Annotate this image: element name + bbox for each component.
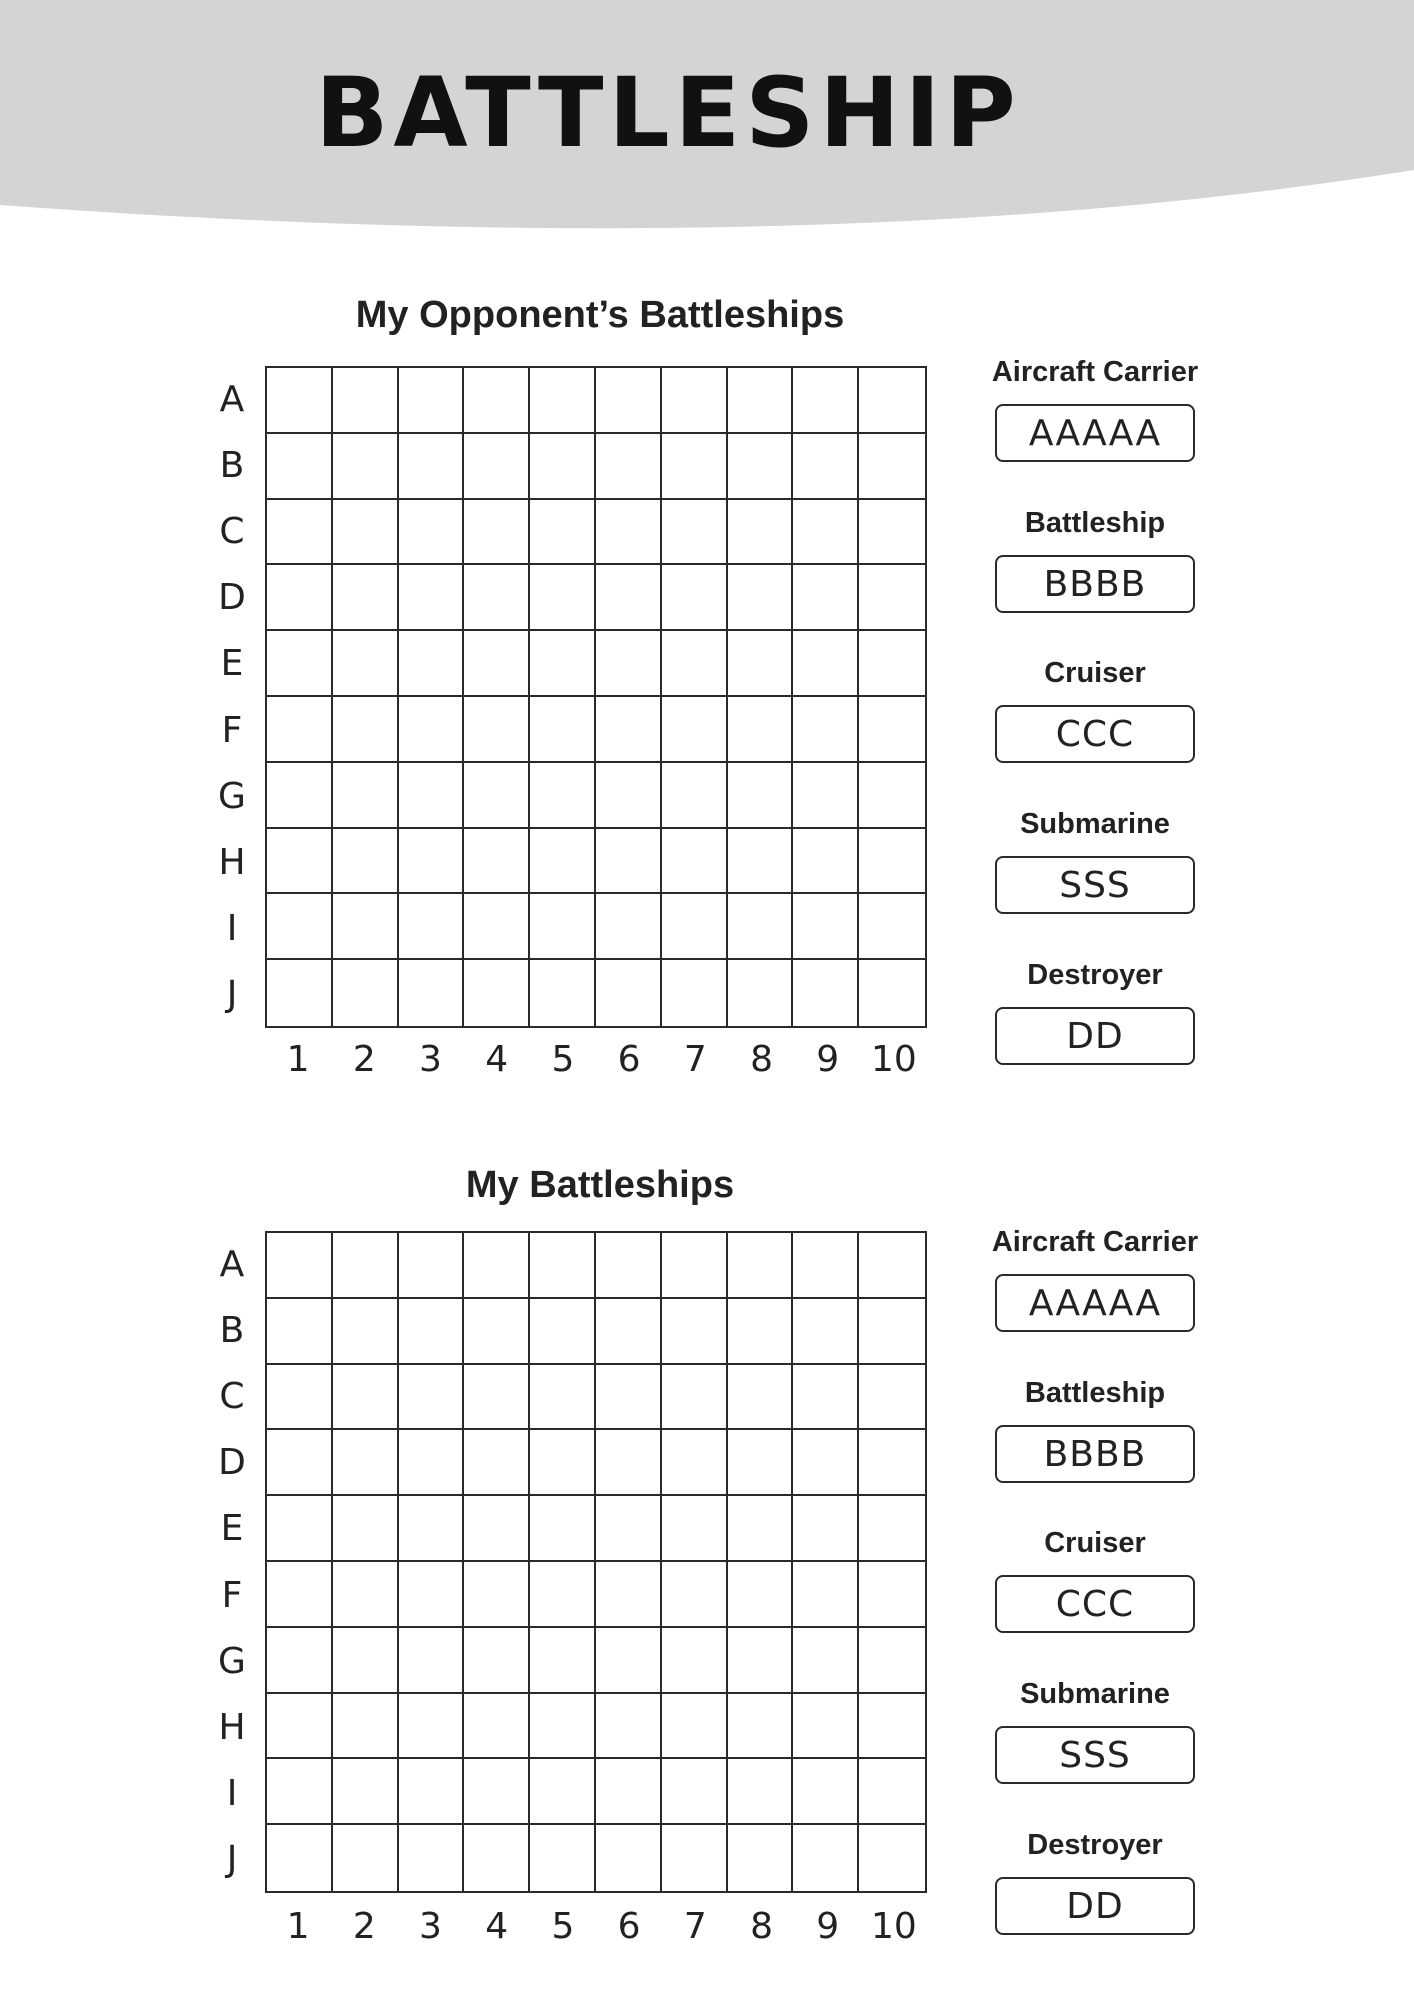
grid-cell[interactable] (464, 697, 530, 763)
grid-cell[interactable] (464, 1365, 530, 1431)
grid-cell[interactable] (399, 565, 465, 631)
grid-cell[interactable] (267, 1299, 333, 1365)
grid-cell[interactable] (859, 1430, 925, 1496)
grid-cell[interactable] (596, 960, 662, 1026)
grid-cell[interactable] (333, 1365, 399, 1431)
grid-cell[interactable] (399, 1233, 465, 1299)
grid-cell[interactable] (530, 1430, 596, 1496)
grid-cell[interactable] (859, 894, 925, 960)
page-title: BATTLESHIP (315, 57, 1021, 169)
grid-cell[interactable] (596, 894, 662, 960)
grid-cell[interactable] (333, 697, 399, 763)
grid-cell[interactable] (333, 1825, 399, 1891)
grid-cell[interactable] (464, 1233, 530, 1299)
grid-cell[interactable] (859, 500, 925, 566)
grid-cell[interactable] (399, 1365, 465, 1431)
fleet-ship (960, 1525, 1230, 1633)
grid-cell[interactable] (859, 1628, 925, 1694)
grid-cell[interactable] (728, 1365, 794, 1431)
col-label: 2 (352, 1905, 376, 1947)
row-label: D (218, 1442, 246, 1484)
grid-cell[interactable] (464, 500, 530, 566)
grid-cell[interactable] (859, 763, 925, 829)
grid-cell[interactable] (728, 631, 794, 697)
col-label: 5 (551, 1038, 575, 1080)
grid-cell[interactable] (530, 1233, 596, 1299)
grid-cell[interactable] (464, 1628, 530, 1694)
col-label: 8 (750, 1905, 773, 1947)
grid-cell[interactable] (530, 1496, 596, 1562)
row-label: J (226, 1839, 238, 1881)
grid-cell[interactable] (530, 1825, 596, 1891)
fleet-ship (960, 1827, 1230, 1935)
grid-cell[interactable] (399, 1694, 465, 1760)
grid-cell[interactable] (267, 1562, 333, 1628)
ship-marker-box: BBBB (995, 555, 1195, 613)
grid-cell[interactable] (333, 1694, 399, 1760)
ship-marker-box: BBBB (995, 1425, 1195, 1483)
row-label: J (226, 974, 238, 1016)
grid-cell[interactable] (859, 829, 925, 895)
col-label: 1 (286, 1905, 310, 1947)
grid-cell[interactable] (267, 763, 333, 829)
grid-cell[interactable] (793, 1562, 859, 1628)
grid-cell[interactable] (399, 1628, 465, 1694)
grid-cell[interactable] (793, 1299, 859, 1365)
ship-marker-box: SSS (995, 1726, 1195, 1784)
grid-cell[interactable] (728, 500, 794, 566)
opponent-row-labels (205, 366, 265, 1028)
fleet-ship (960, 1676, 1230, 1784)
row-label: C (219, 511, 245, 552)
grid-cell[interactable] (333, 631, 399, 697)
grid-cell[interactable] (793, 1430, 859, 1496)
grid-cell[interactable] (596, 1825, 662, 1891)
row-label: H (218, 842, 246, 884)
grid-cell[interactable] (399, 434, 465, 500)
ship-name: Battleship (1024, 1377, 1166, 1409)
opponent-grid (265, 366, 927, 1028)
grid-cell[interactable] (793, 368, 859, 434)
grid-cell[interactable] (596, 1233, 662, 1299)
grid-cell[interactable] (530, 500, 596, 566)
grid-cell[interactable] (596, 500, 662, 566)
ship-marker-box: DD (995, 1877, 1195, 1935)
col-label: 9 (816, 1905, 840, 1947)
grid-cell[interactable] (728, 829, 794, 895)
grid-cell[interactable] (662, 697, 728, 763)
ship-name: Destroyer (1027, 959, 1163, 991)
my-board-title: My Battleships (465, 1164, 735, 1206)
grid-cell[interactable] (464, 1430, 530, 1496)
grid-cell[interactable] (662, 631, 728, 697)
grid-cell[interactable] (728, 1562, 794, 1628)
grid-cell[interactable] (859, 697, 925, 763)
grid-cell[interactable] (662, 368, 728, 434)
grid-cell[interactable] (859, 1694, 925, 1760)
grid-cell[interactable] (399, 763, 465, 829)
grid-cell[interactable] (793, 1233, 859, 1299)
col-label: 5 (551, 1905, 575, 1947)
grid-cell[interactable] (859, 1299, 925, 1365)
row-label: I (226, 908, 238, 950)
grid-cell[interactable] (728, 1496, 794, 1562)
row-label: C (219, 1376, 245, 1417)
grid-cell[interactable] (333, 960, 399, 1026)
fleet-ship (960, 505, 1230, 613)
grid-cell[interactable] (530, 894, 596, 960)
ship-marker-box: SSS (995, 856, 1195, 914)
grid-cell[interactable] (530, 1694, 596, 1760)
grid-cell[interactable] (333, 1299, 399, 1365)
col-label: 7 (683, 1905, 707, 1947)
fleet-ship (960, 1375, 1230, 1483)
grid-cell[interactable] (464, 1759, 530, 1825)
grid-cell[interactable] (662, 894, 728, 960)
grid-cell[interactable] (267, 829, 333, 895)
ship-marker-box: AAAAA (995, 404, 1195, 462)
grid-cell[interactable] (267, 1628, 333, 1694)
ship-name: Battleship (1024, 507, 1166, 539)
grid-cell[interactable] (399, 894, 465, 960)
row-label: E (220, 643, 244, 685)
grid-cell[interactable] (596, 763, 662, 829)
grid-cell[interactable] (333, 1759, 399, 1825)
grid-cell[interactable] (464, 368, 530, 434)
grid-cell[interactable] (793, 829, 859, 895)
grid-cell[interactable] (333, 368, 399, 434)
grid-cell[interactable] (333, 1496, 399, 1562)
row-label: B (219, 444, 245, 486)
grid-cell[interactable] (859, 631, 925, 697)
grid-cell[interactable] (793, 1759, 859, 1825)
grid-cell[interactable] (596, 434, 662, 500)
row-label: F (221, 709, 243, 751)
grid-cell[interactable] (399, 829, 465, 895)
grid-cell[interactable] (793, 631, 859, 697)
grid-cell[interactable] (530, 1365, 596, 1431)
grid-cell[interactable] (333, 894, 399, 960)
grid-cell[interactable] (399, 1299, 465, 1365)
grid-cell[interactable] (464, 960, 530, 1026)
grid-cell[interactable] (399, 368, 465, 434)
grid-cell[interactable] (530, 434, 596, 500)
grid-cell[interactable] (530, 1562, 596, 1628)
grid-cell[interactable] (662, 1496, 728, 1562)
grid-cell[interactable] (267, 500, 333, 566)
grid-cell[interactable] (267, 894, 333, 960)
grid-cell[interactable] (662, 960, 728, 1026)
grid-cell[interactable] (793, 1694, 859, 1760)
grid-cell[interactable] (399, 1825, 465, 1891)
col-label: 6 (617, 1038, 641, 1080)
grid-cell[interactable] (859, 368, 925, 434)
grid-cell[interactable] (793, 894, 859, 960)
grid-cell[interactable] (267, 1825, 333, 1891)
grid-cell[interactable] (596, 1628, 662, 1694)
opponent-board-title: My Opponent’s Battleships (355, 294, 845, 336)
grid-cell[interactable] (530, 697, 596, 763)
grid-cell[interactable] (793, 1496, 859, 1562)
grid-cell[interactable] (399, 1562, 465, 1628)
grid-cell[interactable] (859, 434, 925, 500)
grid-cell[interactable] (399, 1759, 465, 1825)
grid-cell[interactable] (662, 1430, 728, 1496)
col-label: 6 (617, 1905, 641, 1947)
grid-cell[interactable] (464, 1694, 530, 1760)
grid-cell[interactable] (399, 500, 465, 566)
opponent-col-labels (265, 1034, 927, 1084)
grid-cell[interactable] (530, 565, 596, 631)
grid-cell[interactable] (333, 565, 399, 631)
grid-cell[interactable] (333, 1233, 399, 1299)
row-label: A (219, 1243, 245, 1285)
my-grid (265, 1231, 927, 1893)
col-label: 3 (419, 1038, 442, 1080)
grid-cell[interactable] (399, 697, 465, 763)
ship-name: Cruiser (1044, 657, 1146, 689)
grid-cell[interactable] (333, 829, 399, 895)
row-label: B (219, 1309, 245, 1351)
grid-cell[interactable] (333, 1628, 399, 1694)
grid-cell[interactable] (267, 1430, 333, 1496)
grid-cell[interactable] (859, 1365, 925, 1431)
grid-cell[interactable] (662, 1562, 728, 1628)
grid-cell[interactable] (596, 1430, 662, 1496)
grid-cell[interactable] (267, 697, 333, 763)
grid-cell[interactable] (399, 1496, 465, 1562)
col-label: 1 (286, 1038, 310, 1080)
grid-cell[interactable] (728, 1430, 794, 1496)
grid-cell[interactable] (267, 960, 333, 1026)
grid-cell[interactable] (662, 1628, 728, 1694)
grid-cell[interactable] (464, 894, 530, 960)
col-label: 3 (419, 1905, 442, 1947)
ship-name: Destroyer (1027, 1829, 1163, 1861)
grid-cell[interactable] (728, 1825, 794, 1891)
grid-cell[interactable] (793, 500, 859, 566)
grid-cell[interactable] (333, 434, 399, 500)
grid-cell[interactable] (333, 1430, 399, 1496)
grid-cell[interactable] (596, 1759, 662, 1825)
grid-cell[interactable] (728, 368, 794, 434)
row-label: G (218, 1640, 246, 1682)
grid-cell[interactable] (793, 763, 859, 829)
grid-cell[interactable] (399, 960, 465, 1026)
fleet-ship (960, 655, 1230, 763)
grid-cell[interactable] (530, 368, 596, 434)
grid-cell[interactable] (530, 960, 596, 1026)
grid-cell[interactable] (399, 1430, 465, 1496)
ship-name: Submarine (1020, 808, 1170, 840)
grid-cell[interactable] (596, 1299, 662, 1365)
fleet-ship (960, 806, 1230, 914)
grid-cell[interactable] (662, 1299, 728, 1365)
grid-cell[interactable] (267, 1365, 333, 1431)
ship-marker-box: AAAAA (995, 1274, 1195, 1332)
grid-cell[interactable] (793, 565, 859, 631)
grid-cell[interactable] (530, 829, 596, 895)
grid-cell[interactable] (530, 1299, 596, 1365)
grid-cell[interactable] (662, 500, 728, 566)
grid-cell[interactable] (464, 829, 530, 895)
grid-cell[interactable] (464, 434, 530, 500)
col-label: 4 (485, 1038, 509, 1080)
grid-cell[interactable] (728, 763, 794, 829)
grid-cell[interactable] (662, 434, 728, 500)
grid-cell[interactable] (464, 1496, 530, 1562)
row-label: F (221, 1574, 243, 1616)
col-label: 2 (352, 1038, 376, 1080)
grid-cell[interactable] (728, 565, 794, 631)
grid-cell[interactable] (662, 1759, 728, 1825)
grid-cell[interactable] (267, 434, 333, 500)
grid-cell[interactable] (464, 1562, 530, 1628)
grid-cell[interactable] (793, 1825, 859, 1891)
grid-cell[interactable] (530, 1759, 596, 1825)
row-label: I (226, 1773, 238, 1815)
grid-cell[interactable] (333, 763, 399, 829)
col-label: 10 (871, 1905, 917, 1947)
grid-cell[interactable] (596, 368, 662, 434)
grid-cell[interactable] (267, 1233, 333, 1299)
ship-marker-box: CCC (995, 1575, 1195, 1633)
grid-cell[interactable] (596, 1365, 662, 1431)
my-row-labels (205, 1231, 265, 1893)
grid-cell[interactable] (464, 1299, 530, 1365)
grid-cell[interactable] (728, 1299, 794, 1365)
grid-cell[interactable] (464, 763, 530, 829)
grid-cell[interactable] (859, 565, 925, 631)
grid-cell[interactable] (859, 1233, 925, 1299)
fleet-ship (960, 957, 1230, 1065)
grid-cell[interactable] (596, 829, 662, 895)
fleet-ship (960, 354, 1230, 462)
grid-cell[interactable] (728, 1233, 794, 1299)
grid-cell[interactable] (728, 894, 794, 960)
col-label: 8 (750, 1038, 773, 1080)
grid-cell[interactable] (728, 1759, 794, 1825)
ship-marker-box: CCC (995, 705, 1195, 763)
grid-cell[interactable] (530, 631, 596, 697)
grid-cell[interactable] (267, 631, 333, 697)
grid-cell[interactable] (596, 631, 662, 697)
grid-cell[interactable] (464, 1825, 530, 1891)
grid-cell[interactable] (267, 565, 333, 631)
grid-cell[interactable] (728, 1694, 794, 1760)
grid-cell[interactable] (333, 500, 399, 566)
grid-cell[interactable] (728, 960, 794, 1026)
grid-cell[interactable] (728, 434, 794, 500)
grid-cell[interactable] (793, 697, 859, 763)
grid-cell[interactable] (267, 368, 333, 434)
grid-cell[interactable] (333, 1562, 399, 1628)
grid-cell[interactable] (662, 565, 728, 631)
grid-cell[interactable] (530, 763, 596, 829)
grid-cell[interactable] (859, 1825, 925, 1891)
grid-cell[interactable] (267, 1694, 333, 1760)
grid-cell[interactable] (728, 697, 794, 763)
grid-cell[interactable] (859, 1496, 925, 1562)
grid-cell[interactable] (399, 631, 465, 697)
my-col-labels (265, 1901, 927, 1951)
row-label: A (219, 378, 245, 420)
ship-name: Aircraft Carrier (991, 1226, 1199, 1258)
grid-cell[interactable] (596, 565, 662, 631)
ship-name: Aircraft Carrier (991, 356, 1199, 388)
grid-cell[interactable] (662, 763, 728, 829)
grid-cell[interactable] (662, 1365, 728, 1431)
row-label: E (220, 1508, 244, 1550)
grid-cell[interactable] (596, 1562, 662, 1628)
grid-cell[interactable] (596, 697, 662, 763)
col-label: 4 (485, 1905, 509, 1947)
grid-cell[interactable] (530, 1628, 596, 1694)
grid-cell[interactable] (728, 1628, 794, 1694)
grid-cell[interactable] (793, 1628, 859, 1694)
grid-cell[interactable] (662, 1233, 728, 1299)
col-label: 9 (816, 1038, 840, 1080)
ship-name: Submarine (1020, 1678, 1170, 1710)
grid-cell[interactable] (464, 631, 530, 697)
grid-cell[interactable] (859, 1759, 925, 1825)
grid-cell[interactable] (793, 1365, 859, 1431)
grid-cell[interactable] (596, 1694, 662, 1760)
grid-cell[interactable] (859, 960, 925, 1026)
row-label: G (218, 775, 246, 817)
grid-cell[interactable] (267, 1496, 333, 1562)
grid-cell[interactable] (793, 434, 859, 500)
grid-cell[interactable] (859, 1562, 925, 1628)
row-label: D (218, 577, 246, 619)
grid-cell[interactable] (793, 960, 859, 1026)
fleet-ship (960, 1224, 1230, 1332)
col-label: 7 (683, 1038, 707, 1080)
col-label: 10 (871, 1038, 917, 1080)
ship-name: Cruiser (1044, 1527, 1146, 1559)
ship-marker-box: DD (995, 1007, 1195, 1065)
grid-cell[interactable] (464, 565, 530, 631)
grid-cell[interactable] (662, 1825, 728, 1891)
grid-cell[interactable] (662, 1694, 728, 1760)
grid-cell[interactable] (596, 1496, 662, 1562)
grid-cell[interactable] (662, 829, 728, 895)
grid-cell[interactable] (267, 1759, 333, 1825)
row-label: H (218, 1707, 246, 1749)
